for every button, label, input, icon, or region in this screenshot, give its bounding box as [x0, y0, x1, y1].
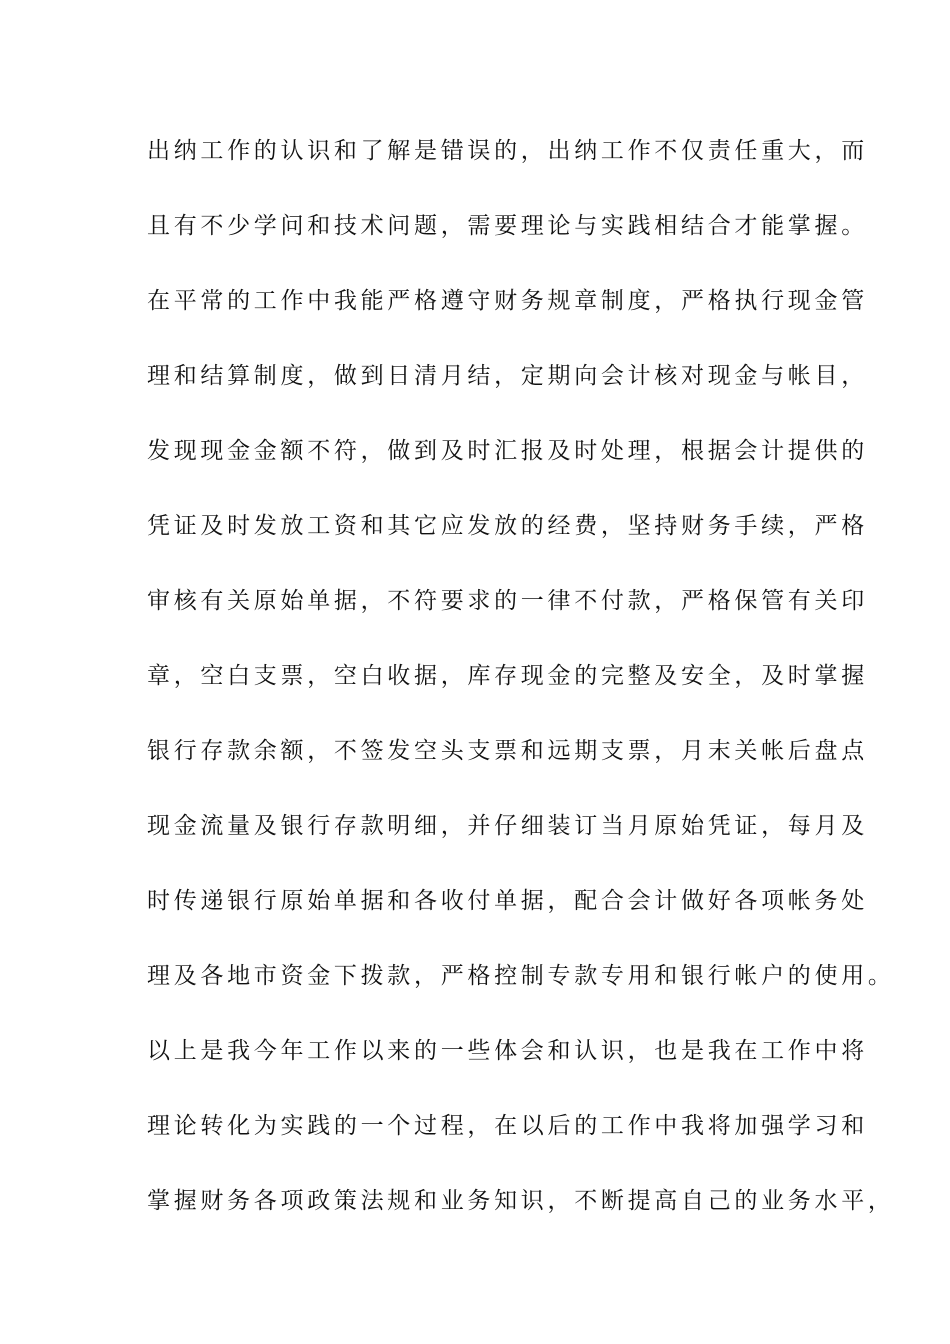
text-line: 发现现金金额不符，做到及时汇报及时处理，根据会计提供的: [147, 438, 868, 464]
text-line: 银行存款余额，不签发空头支票和远期支票，月末关帐后盘点: [147, 738, 868, 764]
text-line: 理论转化为实践的一个过程，在以后的工作中我将加强学习和: [147, 1113, 868, 1139]
text-line: 出纳工作的认识和了解是错误的，出纳工作不仅责任重大，而: [147, 138, 868, 164]
text-line: 凭证及时发放工资和其它应发放的经费，坚持财务手续，严格: [147, 513, 868, 539]
text-line: 审核有关原始单据，不符要求的一律不付款，严格保管有关印: [147, 588, 868, 614]
text-line: 以上是我今年工作以来的一些体会和认识，也是我在工作中将: [147, 1038, 868, 1064]
text-line: 理及各地市资金下拨款，严格控制专款专用和银行帐户的使用。: [147, 963, 895, 989]
text-line: 理和结算制度，做到日清月结，定期向会计核对现金与帐目，: [147, 363, 868, 389]
text-line: 且有不少学问和技术问题，需要理论与实践相结合才能掌握。: [147, 213, 868, 239]
text-line: 在平常的工作中我能严格遵守财务规章制度，严格执行现金管: [147, 288, 868, 314]
text-line: 时传递银行原始单据和各收付单据，配合会计做好各项帐务处: [147, 888, 868, 914]
text-line: 掌握财务各项政策法规和业务知识，不断提高自己的业务水平，: [147, 1188, 895, 1214]
text-line: 章，空白支票，空白收据，库存现金的完整及安全，及时掌握: [147, 663, 868, 689]
text-line: 现金流量及银行存款明细，并仔细装订当月原始凭证，每月及: [147, 813, 868, 839]
